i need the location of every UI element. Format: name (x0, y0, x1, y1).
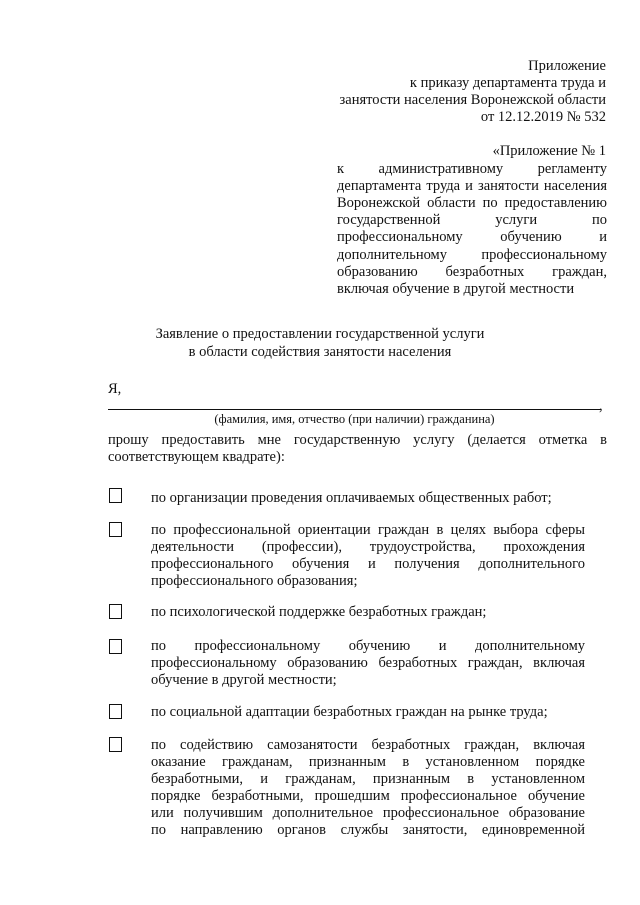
header-line: от 12.12.2019 № 532 (480, 109, 606, 125)
option-text: по направлению органов службы занятости, единовременной (151, 822, 585, 838)
appendix-line: департамента труда и занятости населения (337, 178, 607, 194)
option-text: по психологической поддержке безработных граждан; (151, 604, 487, 620)
checkbox[interactable] (109, 704, 122, 719)
appendix-line: к административному регламенту (337, 161, 607, 177)
option-text: по содействию самозанятости безработных граждан, включая (151, 737, 585, 753)
header-line: к приказу департамента труда и (409, 75, 606, 91)
name-field-caption: (фамилия, имя, отчество (при наличии) гражданина) (214, 412, 495, 426)
checkbox[interactable] (109, 488, 122, 503)
appendix-line: образованию безработных граждан, (337, 264, 607, 280)
applicant-prefix: Я, (108, 381, 122, 397)
option-text: по социальной адаптации безработных граждан на рынке труда; (151, 704, 548, 720)
appendix-line: включая обучение в другой местности (337, 281, 575, 297)
form-title-line-1: Заявление о предоставлении государственной услуги (155, 326, 485, 342)
name-field-comma: , (599, 398, 603, 414)
appendix-line: государственной услуги по (337, 212, 607, 228)
option-text: по организации проведения оплачиваемых общественных работ; (151, 490, 552, 506)
header-line: занятости населения Воронежской области (339, 92, 606, 108)
checkbox[interactable] (109, 522, 122, 537)
option-text: по профессиональному обучению и дополнительному (151, 638, 585, 654)
option-text: безработными, и гражданам, признанным в установленном (151, 771, 585, 787)
appendix-line: профессиональному обучению и (337, 229, 607, 245)
option-text: профессионального обучения и получения дополнительного (151, 556, 585, 572)
option-text: или получившим дополнительное профессиональное образование (151, 805, 585, 821)
option-text: по профессиональной ориентации граждан в целях выбора сферы (151, 522, 585, 538)
request-line: прошу предоставить мне государственную услугу (делается отметка в (108, 432, 607, 448)
option-text: порядке безработными, прошедшим профессиональное обучение (151, 788, 585, 804)
request-line: соответствующем квадрате): (108, 449, 285, 465)
checkbox[interactable] (109, 639, 122, 654)
option-text: деятельности (профессии), трудоустройства, прохождения (151, 539, 585, 555)
option-text: профессиональному образованию безработных граждан, включая (151, 655, 585, 671)
checkbox[interactable] (109, 604, 122, 619)
appendix-line: Воронежской области по предоставлению (337, 195, 607, 211)
appendix-line: дополнительному профессиональному (337, 247, 607, 263)
header-line: Приложение (528, 58, 606, 74)
appendix-title: «Приложение № 1 (492, 143, 606, 159)
checkbox[interactable] (109, 737, 122, 752)
name-field-line[interactable] (108, 409, 601, 410)
option-text: профессионального образования; (151, 573, 358, 589)
option-text: обучение в другой местности; (151, 672, 337, 688)
option-text: оказание гражданам, признанным в установленном порядке (151, 754, 585, 770)
form-title-line-2: в области содействия занятости населения (188, 344, 452, 360)
